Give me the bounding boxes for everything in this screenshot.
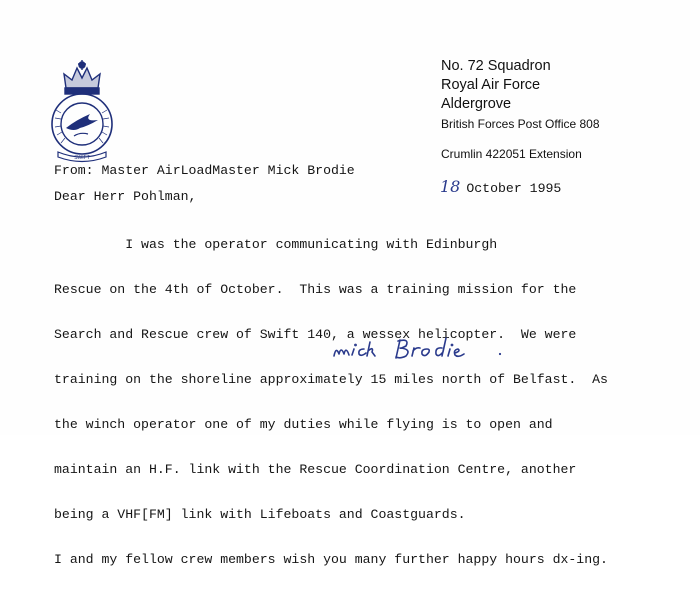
body-line: Search and Rescue crew of Swift 140, a wessex helicopter. We were [54,327,577,342]
letter-date [440,177,561,196]
letterhead [441,57,600,162]
date-day-handwritten: 18 [440,177,461,196]
letter-body [54,207,608,597]
date-month-year: October 1995 [466,181,562,196]
body-line: I and my fellow crew members wish you many further happy hours dx-ing. [54,552,608,567]
body-line: training on the shoreline approximately 15 miles north of Belfast. As [54,372,608,387]
svg-text:SWIFT: SWIFT [74,155,90,161]
body-line: maintain an H.F. link with the Rescue Coordination Centre, another [54,462,577,477]
salutation: Dear Herr Pohlman, [54,189,197,204]
postal-address: British Forces Post Office 808 [441,117,600,131]
service-name: Royal Air Force [441,77,541,93]
squadron-crest-icon [44,58,120,162]
squadron-name: No. 72 Squadron [441,58,551,74]
body-line: I was the operator communicating with Edinburgh [54,237,498,252]
body-line: Rescue on the 4th of October. This was a training mission for the [54,282,577,297]
body-line: being a VHF[FM] link with Lifeboats and Coastguards. [54,507,466,522]
body-line: the winch operator one of my duties while flying is to open and [54,417,553,432]
phone-number: Crumlin 422051 Extension [441,147,582,161]
from-line: From: Master AirLoadMaster Mick Brodie [54,163,355,178]
station-name: Aldergrove [441,96,512,112]
handwritten-signature [330,334,520,370]
